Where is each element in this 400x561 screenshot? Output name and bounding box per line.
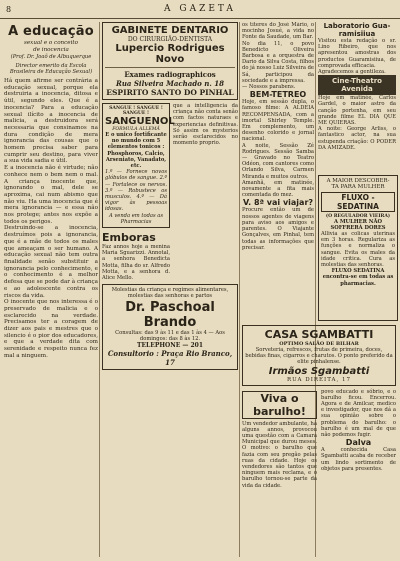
- sanguenol-header: SANGUE ! SANGUE ! SANGUE !: [109, 106, 163, 116]
- viva-right-column: [321, 389, 396, 489]
- article-subtitle: sexual e o conceito: [23, 40, 79, 46]
- article-headline: A educação: [8, 24, 94, 39]
- column-divider: [239, 22, 240, 557]
- birthday-note: — Nossos parabens.: [242, 84, 296, 91]
- sanguenol-ad: [102, 103, 175, 228]
- newspaper-title: A GAZETA: [164, 4, 236, 14]
- sanguenol-list: 1.º — Fornece novos glóbulos de sangue. 2.º — Fortalece os nervos. 3.º — Robustece os musculos. 4.º — Dá vigor às pessoas idosas.: [105, 169, 167, 213]
- lab-heading: Laboratorio Gua- ramisiiua: [323, 22, 391, 38]
- article-subtitle-2: de inocencia: [33, 47, 69, 53]
- cinema-banner: Cine-Theatro Avenida: [318, 75, 396, 95]
- emboras-heading: Emboras: [102, 231, 156, 245]
- news-paragraph: No dia 11, o povo Benedicto Oliveira Barbosa e a orquestra de Dario da Silva Costa, filhos do já nosso Luiz Silveira de Sá, participou da sociedade e a impressa.: [242, 40, 314, 84]
- ads-column: [102, 22, 238, 557]
- viva-continuation: povo educado e sóbrio, e o barulho ficou. Encerrou. Agora e de Amilcar, medico e investigador, que nos dá a sua opinião sobre o problema do barulho: o barulho é um mal de que não podemos fugir.: [321, 388, 396, 439]
- casa-address: RUA DIREITA, 17: [286, 376, 352, 383]
- article-paragraph: Há quem afirme ser contrária a educação sexual, porque ela destruiria a inocencia, ditosa e útil, segundo eles. Que é a inocencia? Para a educação sexual ilícito a inocencia de malicia, a destruidora será necessaria que consinamos na dura condição de mera ignorancia das cousas que o homem precisa saber para cumprir seu destino, para viver a sua vida sadia e útil.: [4, 78, 98, 165]
- bottom-columns: [242, 389, 396, 489]
- cinema-paragraph: A noite: George Arliss, o fantastico actor, na sua estupenda criação: O PODER DA AMIZADE.: [318, 126, 396, 151]
- casa-body: Sorveteria, refrescos, frutas de primeira, doces, bebidas finas, cigarros e charutos. O ponto preferido da elite pinhalense.: [245, 347, 393, 366]
- lab-paragraph: Agradecemos a gentileza.: [318, 69, 386, 76]
- fluxo-sub: (O REGULADOR VIEIRA): [325, 214, 391, 219]
- dentist-ad-subtitle: DO CIRURGIÃO-DENTISTA: [127, 36, 213, 43]
- masthead: [0, 4, 400, 19]
- dentist-ad-title: GABINETE DENTARIO: [111, 25, 229, 36]
- casa-sgambatti-ad: [242, 325, 396, 386]
- article-byline: (Prof. Dr. Joaõ de Albuquerque: [10, 54, 92, 60]
- article-byline-2: Director emerito da Escola Brasileira de Educação Sexual): [9, 63, 93, 75]
- article-paragraph: E a inocencia não é virtude; não conhece nem o bem nem o mal. A criança inocente que, ignorando o mal, dele se aproxima, cai num abismo que não viu. Ha uma inocencia que é mera ignorancia — e essa não nos protege; antes nos expõe a todos os perigos.: [4, 165, 98, 225]
- viva-paragraph: Um vendedor ambulante, há alguns annos, provocou uma questão com a Camara Municipal que durou meses. O motivo: o barulho que fazia com seu pregão pelas ruas da cidade. Hoje os vendedores são tantos que ninguem mais reclama, e o barulho tornou-se parte da vida da cidade.: [242, 420, 317, 489]
- ad-divider: [105, 67, 235, 68]
- news-column: [242, 22, 314, 322]
- fluxo-brand: FLUXO - SEDATINA: [321, 192, 395, 212]
- dentist-exams: Exames radiographicos: [124, 70, 216, 79]
- fluxo-sedatina-ad: [318, 175, 398, 321]
- sanguenol-formula: FORMULA ALLEMÃ: [112, 127, 160, 132]
- dalva-heading: Dalva: [345, 438, 372, 448]
- travel-paragraph: Procure então um de nossos agentes de viagens para aviso aos amigos e parentes. O Viajante Gonçalves, em Pinhal, tem todas as informações que precisar.: [242, 207, 314, 251]
- text-subcolumn: [173, 103, 238, 281]
- casa-subtitle: OPTIMO SALÃO DE BILHAR: [279, 341, 359, 347]
- sanguenol-sale: A venda em todas as Pharmacias: [108, 212, 164, 225]
- dentist-ad: [102, 22, 238, 100]
- viva-column: [242, 389, 317, 489]
- casa-title: CASA SGAMBATTI: [264, 328, 374, 341]
- bottom-band: [242, 325, 396, 557]
- cinema-paragraph: A noite, Sessão Zé Rodrigues. Sessão Samba — Gravado no Teatro Odéon, com cantores como Orlando Silva, Carmen Miranda e muitos outros.: [242, 142, 314, 180]
- article-paragraph: Destruindo-se a inocencia, destruímos pois a ignorancia, que é a mãe de todos os males que ameaçam o ser humano. A educação sexual não tem outra finalidade senão substituir a ignorancia pelo conhecimento, e o conhecimento é a melhor defesa que se pode dar à criança e ao adolescente contra os riscos da vida.: [4, 225, 98, 299]
- dalva-paragraph: A conhecida Casa Sgambatti acaba de receber um lindo sortimento de objetos para presentes.: [321, 447, 396, 472]
- article-column: [4, 22, 98, 557]
- sanguenol-body: E o unico fortificante no mundo com 5 elementos tonicos : Phosphoros, Calcio, Arseniato, Vanadato, etc.: [105, 132, 167, 170]
- doctor-name: Dr. Paschoal Brando: [125, 299, 215, 330]
- fluxo-tag: A MULHER NÃO SOFFRERÁ DORES: [330, 219, 386, 231]
- cinema-paragraph: Amanhã, em matinée, novamente a fita mais comentada do mez.: [242, 179, 314, 199]
- dentist-city: ESPIRITO SANTO DO PINHAL: [106, 88, 234, 97]
- column-divider: [99, 22, 100, 557]
- doctor-office: Consultorio : Praça Rio Branco, 17: [107, 349, 233, 368]
- doctor-intro: Molestias da criança e regimes alimentares, molestias das senhoras e partos: [111, 287, 229, 300]
- fluxo-title-2: TA PARA MULHER: [331, 184, 385, 190]
- cinema-paragraph: Hoje, em sessão dupla, o famoso filme: A ALDEIA RECOMPENSADA, com a imortal Shirley Temple. Em complemento, um desenho colorido e jornal nacional.: [242, 99, 314, 143]
- section-heading: BEM-TETREO: [249, 90, 307, 100]
- emboras-body: Faz annos hoje a menina Maria Sguarizzi. Annotal, a senhora Benedicta Motta, filha do sr. Alfredo Motta, e a senhora d. Alice Mello.: [102, 244, 170, 282]
- viva-heading: Viva o barulho!: [242, 391, 317, 419]
- fluxo-body: Allivia as colicas uterinas em 3 horas. Regulariza as funções e normaliza o sangue. Evita os males da idade critica. Cura as molestias das senhoras.: [321, 231, 395, 269]
- lab-paragraph: Visitou esta redação o sr. Lino Ribeiro, que nos apresentou amostras dos productos Guaramisiiua, de comprovada efficacia.: [318, 38, 396, 69]
- fluxo-title-1: A MAIOR DESCOBER-: [326, 178, 390, 184]
- doctor-phone: TELEPHONE — 201: [137, 342, 203, 350]
- sanguenol-name: SANGUENOL: [105, 116, 175, 127]
- travel-heading: V. 8ª vai viajar?: [242, 198, 314, 208]
- doctor-hours: Consultas: das 9 às 11 e das 1 às 4 — Aos domingos: das 8 às 12.: [115, 329, 225, 342]
- fluxo-sale: FLUXO SEDATINA encontra-se em todas as pharmacias.: [322, 268, 394, 287]
- dentist-name: Lupercio Rodrigues Novo: [115, 43, 225, 65]
- news-paragraph: os títeres do José Mário, o mocinho Josué, a vida no Fonte da Saudade, um Bar.: [242, 22, 314, 41]
- dentist-address: Rua Silveira Machado n. 18: [116, 79, 224, 88]
- article-continuation: que a intelligencia da criança não conta senão com factos naturaes e experiencias definitivas. Só assim os mysterios serão esclarecidos no momento proprio.: [173, 103, 238, 147]
- cinema-paragraph: Hoje em matinée, Carlos Gardel, o maior astro da canção portenha, em seu grande filme EL DIA QUE ME QUIERAS.: [318, 95, 396, 127]
- casa-owner: Irmãos Sgambatti: [268, 365, 370, 377]
- page-number: 8: [6, 5, 12, 14]
- doctor-ad: [102, 284, 238, 370]
- ads-subcolumn: [102, 103, 175, 282]
- two-column-row: [102, 103, 238, 281]
- article-paragraph: O inocente que nos interessa é o preservado de malicia e o esclarecido na verdade. Precisamos ter a coragem de dizer aos pais e mestres que o silencio é o pior dos educadores, e que a verdade dita com serenidade e respeito nunca fez mal a ninguem.: [4, 299, 98, 359]
